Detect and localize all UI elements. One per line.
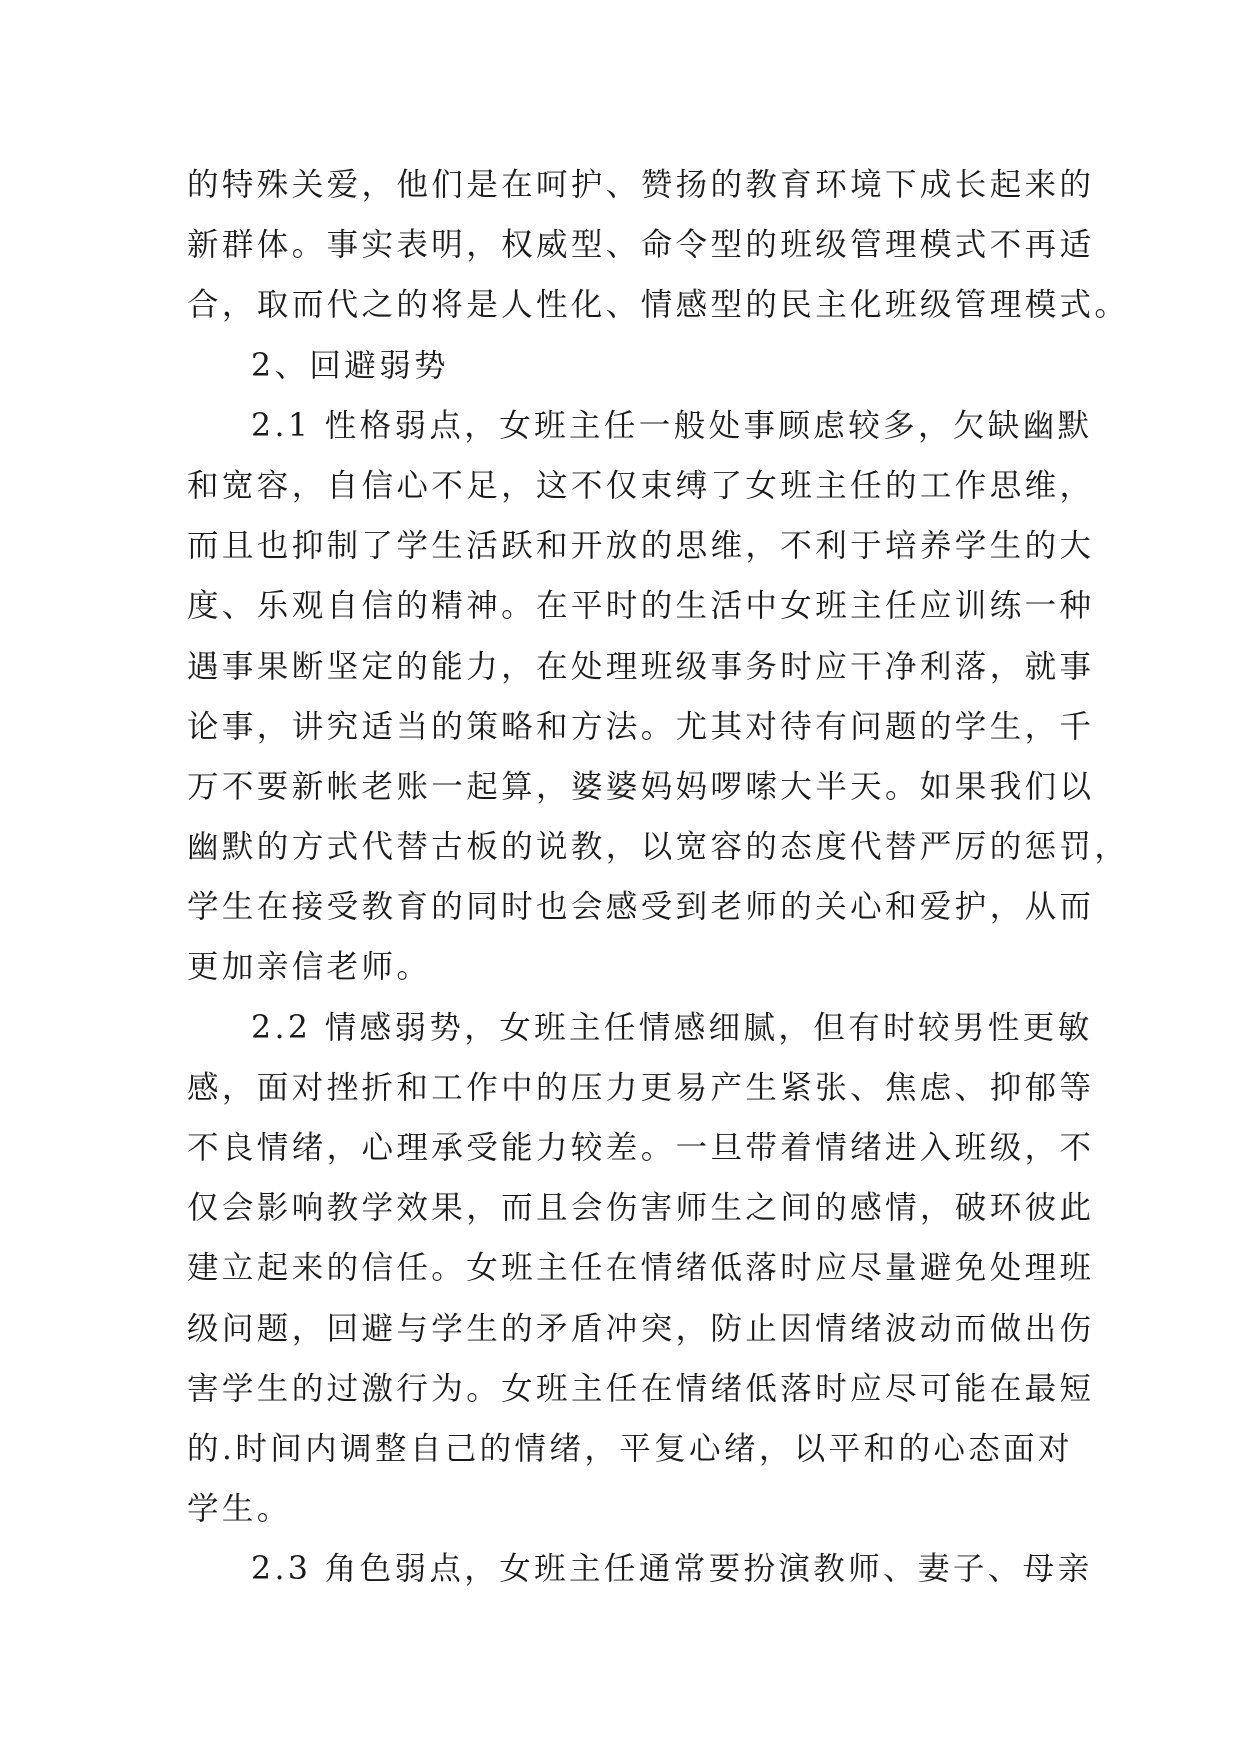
text-line: 2.2 情感弱势，女班主任情感细腻，但有时较男性更敏 xyxy=(251,1009,1093,1046)
text-line: 2.3 角色弱点，女班主任通常要扮演教师、妻子、母亲 xyxy=(251,1551,1093,1588)
text-line: 论事，讲究适当的策略和方法。尤其对待有问题的学生，千 xyxy=(187,708,1095,745)
text-line: 2.1 性格弱点，女班主任一般处事顾虑较多，欠缺幽默 xyxy=(251,407,1093,444)
text-line: 新群体。事实表明，权威型、命令型的班级管理模式不再适 xyxy=(187,227,1095,264)
text-line: 而且也抑制了学生活跃和开放的思维，不利于培养学生的大 xyxy=(187,528,1095,565)
section-heading: 2、回避弱势 xyxy=(251,347,449,384)
text-line: 和宽容，自信心不足，这不仅束缚了女班主任的工作思维， xyxy=(187,467,1095,504)
text-line: 建立起来的信任。女班主任在情绪低落时应尽量避免处理班 xyxy=(187,1250,1095,1287)
text-line: 更加亲信老师。 xyxy=(187,949,432,986)
text-line: 遇事果断坚定的能力，在处理班级事务时应干净利落，就事 xyxy=(187,648,1095,685)
text-line: 的特殊关爱，他们是在呵护、赞扬的教育环境下成长起来的 xyxy=(187,167,1095,203)
text-line: 感，面对挫折和工作中的压力更易产生紧张、焦虑、抑郁等 xyxy=(187,1069,1095,1106)
text-line: 学生。 xyxy=(187,1491,292,1528)
text-line: 合，取而代之的将是人性化、情感型的民主化班级管理模式。 xyxy=(187,287,1130,324)
text-line: 的.时间内调整自己的情绪，平复心绪，以平和的心态面对 xyxy=(187,1430,1073,1467)
text-line: 万不要新帐老账一起算，婆婆妈妈啰嗦大半天。如果我们以 xyxy=(187,768,1095,805)
text-line: 度、乐观自信的精神。在平时的生活中女班主任应训练一种 xyxy=(187,588,1095,625)
text-line: 害学生的过激行为。女班主任在情绪低落时应尽可能在最短 xyxy=(187,1370,1095,1407)
text-line: 学生在接受教育的同时也会感受到老师的关心和爱护，从而 xyxy=(187,889,1095,926)
text-line: 级问题，回避与学生的矛盾冲突，防止因情绪波动而做出伤 xyxy=(187,1310,1095,1347)
text-line: 仅会影响教学效果，而且会伤害师生之间的感情，破环彼此 xyxy=(187,1190,1095,1227)
text-line: 幽默的方式代替古板的说教，以宽容的态度代替严厉的惩罚， xyxy=(187,829,1130,866)
text-line: 不良情绪，心理承受能力较差。一旦带着情绪进入班级，不 xyxy=(187,1130,1095,1166)
body-text xyxy=(187,155,1130,1600)
